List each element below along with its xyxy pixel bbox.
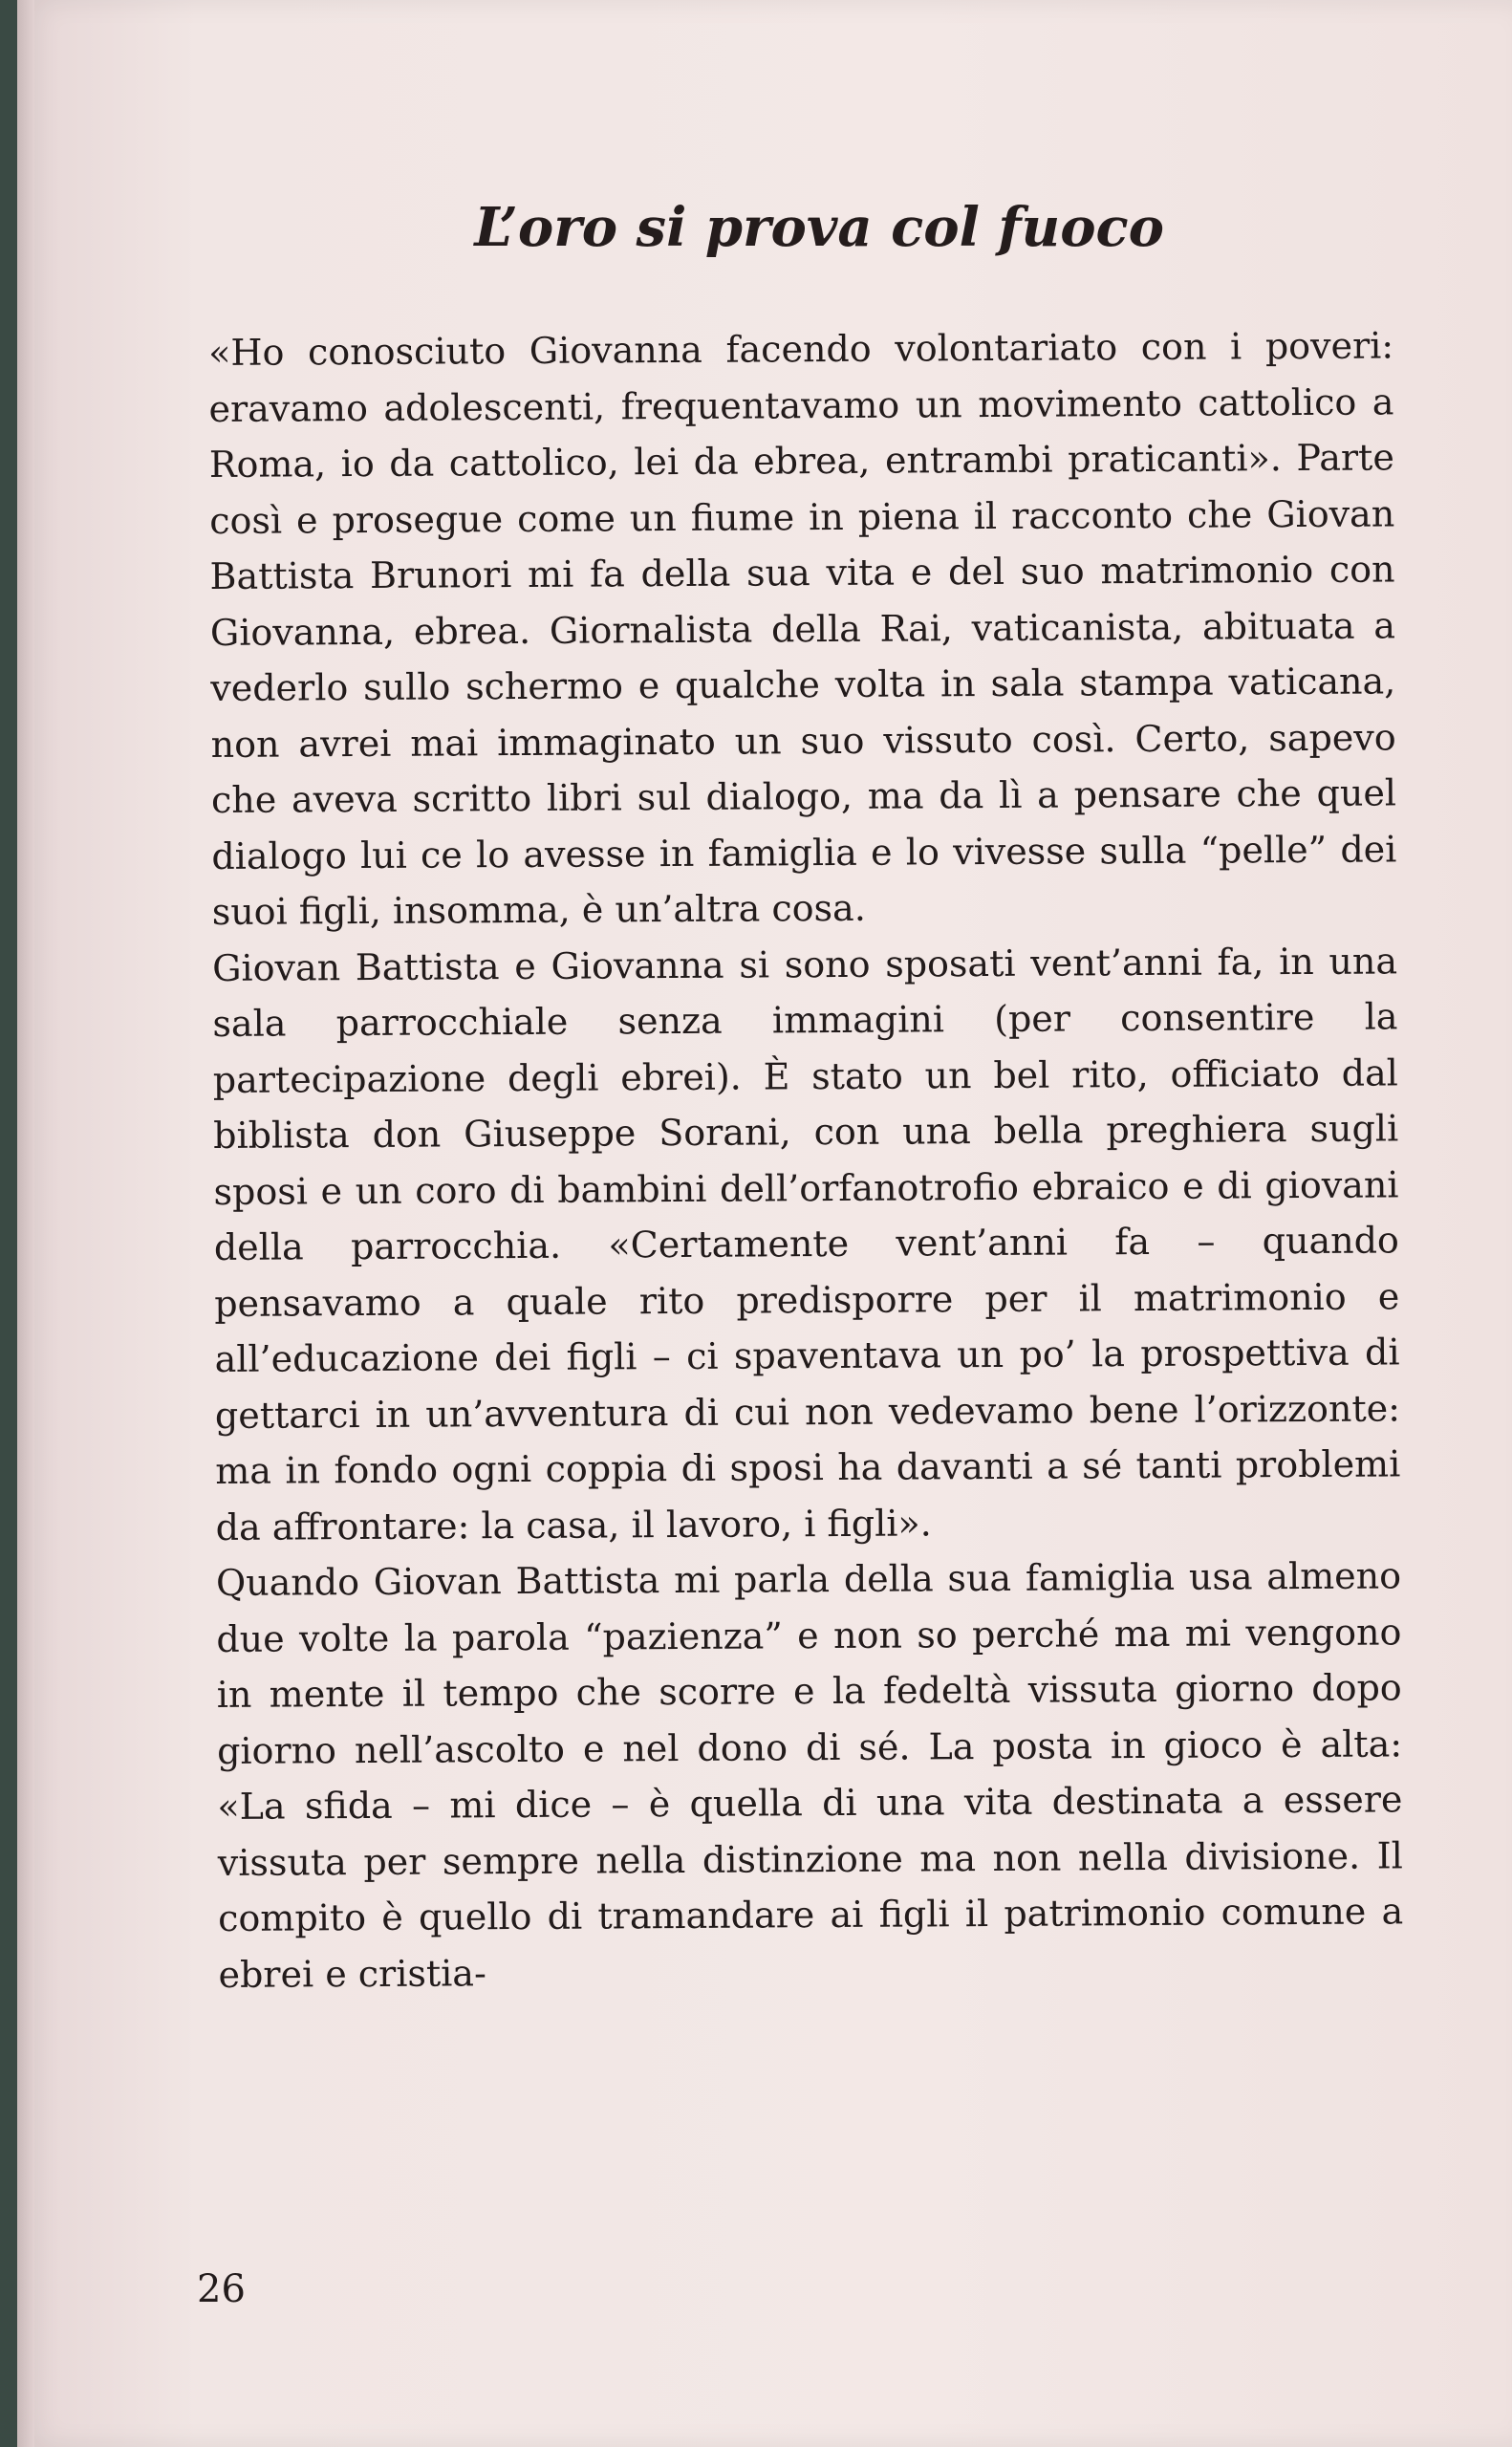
page-edge — [17, 0, 34, 2447]
running-title: L’oro si prova col fuoco — [474, 196, 1164, 259]
paragraph-2: Giovan Battista e Giovanna si sono sposati vent’anni fa, in una sala parrocchiale senza immagini (per consentire la partecipazione degli ebrei). È stato un bel rito, officiato dal biblista don Giuseppe Sorani, con una bella preghiera sugli sposi e un coro di bambini dell’orfanotrofio ebraico e di giovani della parrocchia. «Certamente vent’anni fa – quando pensavamo a quale rito predisporre per il matrimonio e all’educazione dei figli – ci spaventava un po’ la prospettiva di gettarci in un’avventura di cui non vedevamo bene l’orizzonte: ma in fondo ogni coppia di sposi ha davanti a sé tanti problemi da affrontare: la casa, il lavoro, i figli». — [211, 939, 1401, 1548]
paragraph-3: Quando Giovan Battista mi parla della sua famiglia usa almeno due volte la parola “pazienza” e non so perché ma mi vengono in mente il tempo che scorre e la fedeltà vissuta giorno dopo giorno nell’ascolto e nel dono di sé. La posta in gioco è alta: «La sfida – mi dice – è quella di una vita destinata a essere vissuta per sempre nella distinzione ma non nella divisione. Il compito è quello di tramandare ai figli il patrimonio comune a ebrei e cristia- — [215, 1554, 1404, 1996]
page-number: 26 — [197, 2267, 246, 2311]
paragraph-1: «Ho conosciuto Giovanna facendo volontariato con i poveri: eravamo adolescenti, frequentavamo un movimento cattolico a Roma, io da cattolico, lei da ebrea, entrambi praticanti». Parte così e prosegue come un fiume in piena il racconto che Giovan Battista Brunori mi fa della sua vita e del suo matrimonio con Giovanna, ebrea. Giornalista della Rai, vaticanista, abituata a vederlo sullo schermo e qualche volta in sala stampa vaticana, non avrei mai immaginato un suo vissuto così. Certo, sapevo che aveva scritto libri sul dialogo, ma da lì a pensare che quel dialogo lui ce lo avesse in famiglia e lo vivesse sulla “pelle” dei suoi figli, insomma, è un’altra cosa. — [208, 324, 1397, 933]
book-page — [17, 0, 1512, 2447]
body-text — [208, 317, 1404, 2003]
